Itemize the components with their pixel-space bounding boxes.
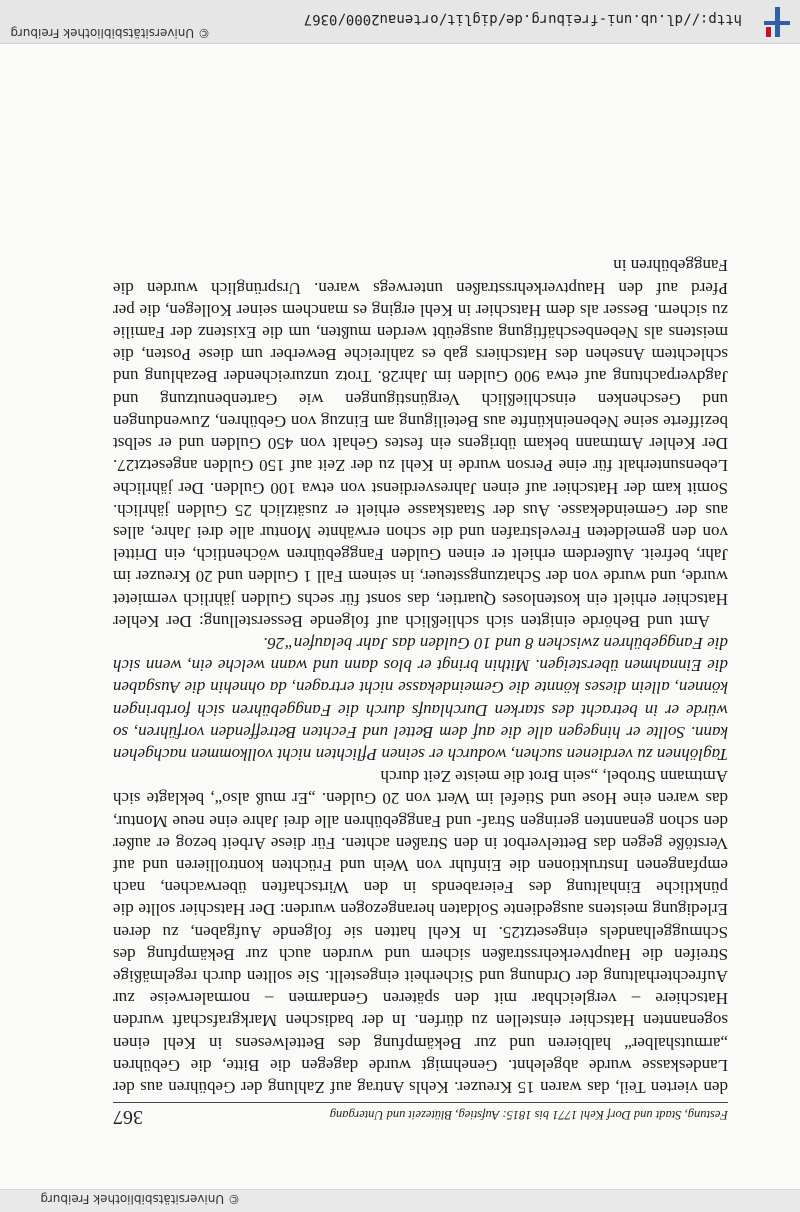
paragraph-1: den vierten Teil, das waren 15 Kreuzer. Kehls Antrag auf Zahlung der Gebühren aus der Landeskasse wurde abgelehnt. Genehmigt wurde dagegen die Bitte, die Gebühren „armutshalber“ halbieren und zur Bekämpfung des Bettelwesens in Kehl einen sogenannten Hatschier einstellen zu dürfen. In der badischen Markgrafschaft wurden Hatschiere – vergleichbar mit den späteren Gendarmen – normalerweise zur Aufrechterhaltung der Ordnung und Sicherheit eingestellt. Sie sollten durch regelmäßige Streifen die Hauptverkehrsstraßen sichern und wurden auch zur Bekämpfung des Schmuggelhandels eingesetzt25. In Kehl hatten sie folgende Aufgaben, zu deren Erledigung meistens ausgediente Soldaten herangezogen wurden: Der Hatschier sollte die pünktliche Einhaltung des Feierabends in den Wirtschaften überwachen, nach empfangenen Instruktionen die Einfuhr von Wein und Früchten kontrollieren und auf Verstöße gegen das Bettelverbot in den Straßen achten. Für diese Arbeit bezog er außer den schon genannten geringen Straf- und Fanggebühren alle drei Jahre eine neue Montur, das waren eine Hose und Stiefel im Wert von 20 Gulden. „Er muß also“, beklagte sich Amtmann Strobel, „sein Brot die meiste Zeit durch xyxy=(113,767,728,1097)
viewer-top-bar xyxy=(0,1189,800,1212)
viewer-bottom-bar xyxy=(0,0,800,44)
header-copyright: © Universitätsbibliothek Freiburg xyxy=(10,26,210,40)
paragraph-2: Amt und Behörde einigten sich schließlich auf folgende Besserstellung: Der Kehler Hatschier erhielt ein kostenloses Quartier, das sonst für sechs Gulden jährlich vermietet wurde, und wurde von der Schatzungssteuer, in seinem Fall 1 Gulden und 20 Kreuzer im Jahr, befreit. Außerdem erhielt er einen Gulden Fanggebühren wöchentlich, ein Drittel von den gemeldeten Frevelstrafen und die schon erwähnte Montur alle drei Jahre, alles aus der Gemeindekasse. Aus der Staatskasse erhielt er zusätzlich 25 Gulden jährlich. Somit kam der Hatschier auf einen Jahresverdienst von etwa 100 Gulden. Der jährliche Lebensunterhalt für eine Person wurde in Kehl zu der Zeit auf 150 Gulden angesetzt27. Der Kehler Amtmann bekam übrigens ein festes Gehalt von 450 Gulden und er selbst bezifferte seine Nebeneinkünfte aus Beteiligung am Einzug von Gebühren, Zuwendungen und Geschenken einschließlich Vergünstigungen wie Gartenbenutzung und Jagdverpachtung auf etwa 900 Gulden im Jahr28. Trotz unzureichender Bezahlung und schlechtem Ansehen des Hatschiers gab es zahlreiche Bewerber um diese Posten, die meistens als Nebenbeschäftigung ausgeübt werden mußten, um die Existenz der Familie zu sichern. Besser als dem Hatschier in Kehl erging es manchem seiner Kollegen, die per Pferd auf den Hauptverkehrsstraßen unterwegs waren. Ursprünglich wurden die Fanggebühren in xyxy=(113,256,728,631)
footer-copyright: © Universitätsbibliothek Freiburg xyxy=(40,1192,240,1206)
body-text xyxy=(113,254,728,1098)
page-url-link[interactable]: http://dl.ub.uni-freiburg.de/diglit/ortenau2000/0367 xyxy=(303,11,742,27)
university-logo-icon[interactable] xyxy=(756,7,790,37)
page-number: 367 xyxy=(113,1106,143,1128)
running-head-title: Festung, Stadt und Dorf Kehl 1771 bis 1815: Aufstieg, Blütezeit und Untergang xyxy=(329,1108,728,1122)
block-quote: Taglöhnen zu verdienen suchen, wodurch er seinen Pflichten nicht vollkommen nachgehen kann. Sollte er hingegen alle die auf dem Bettel und Fechten Betreffenden vorführen, so würde er in betracht des starken Durchlaufs durch die Fanggebühren sich fortbringen können, allein dieses könnte die Gemeindekasse nicht ertragen, da ohnehin die Ausgaben die Einnahmen übersteigen. Mithin bringt er blos dann und wann welche ein, wenn sich die Fanggebühren zwischen 8 und 10 Gulden das Jahr belaufen“26. xyxy=(113,633,728,764)
running-head xyxy=(113,1102,728,1128)
